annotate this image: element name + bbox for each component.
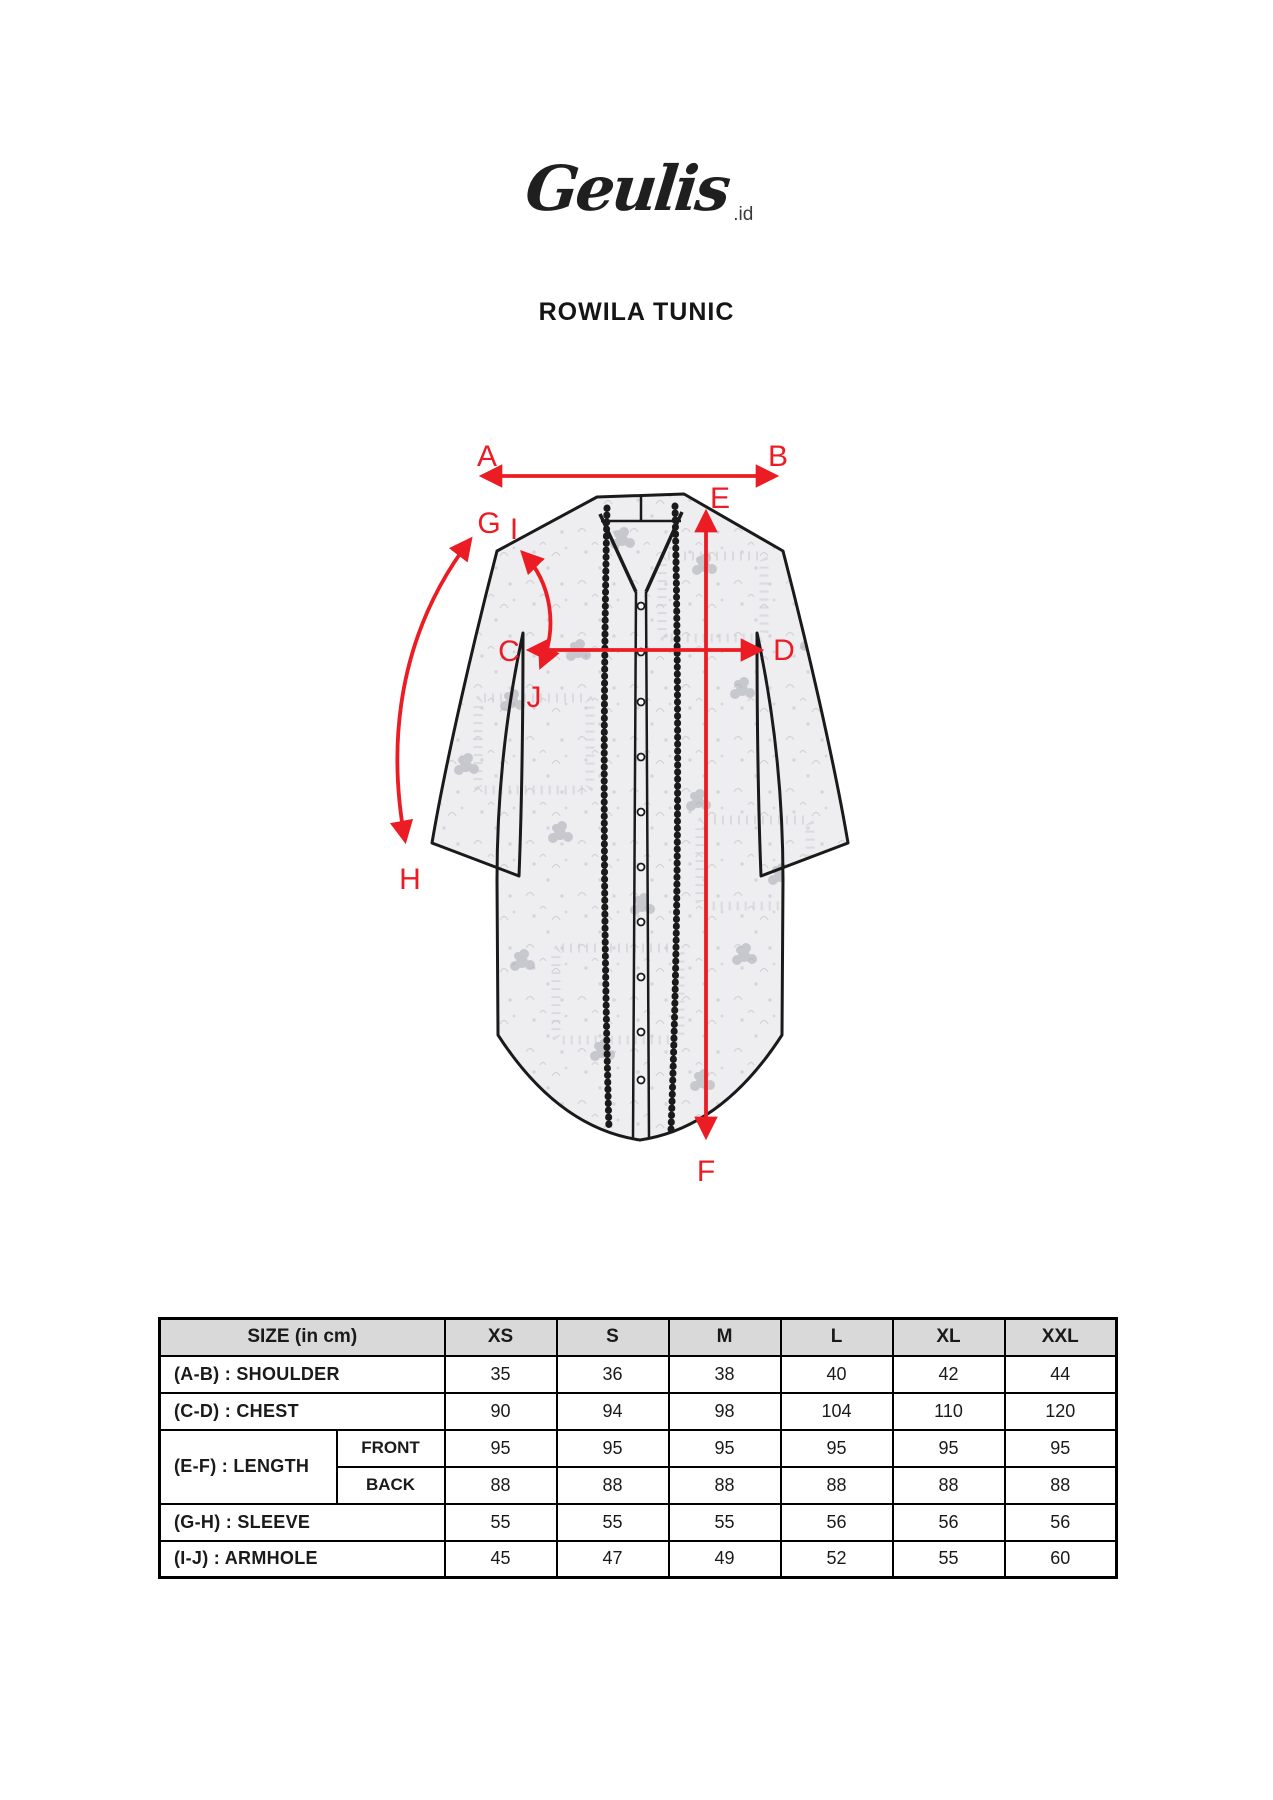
size-value: 95: [781, 1430, 893, 1467]
size-value: 55: [669, 1504, 781, 1541]
size-header: SIZE (in cm): [160, 1319, 445, 1356]
size-value: 36: [557, 1356, 669, 1393]
size-value: 55: [893, 1541, 1005, 1578]
column-header-m: M: [669, 1319, 781, 1356]
column-header-s: S: [557, 1319, 669, 1356]
row-label: (C-D) : CHEST: [160, 1393, 445, 1430]
measure-label-c: C: [498, 635, 520, 668]
size-value: 95: [445, 1430, 557, 1467]
table-row-sleeve: [160, 1504, 1117, 1541]
measure-label-f: F: [696, 1155, 716, 1188]
measure-label-i: I: [509, 513, 519, 546]
table-row-chest: [160, 1393, 1117, 1430]
measure-label-a: A: [476, 440, 498, 473]
table-row-length-front: [160, 1430, 1117, 1467]
brand-logo: [0, 152, 1273, 225]
size-value: 95: [893, 1430, 1005, 1467]
size-value: 110: [893, 1393, 1005, 1430]
size-value: 88: [669, 1467, 781, 1504]
row-label: (E-F) : LENGTH: [160, 1430, 337, 1504]
sub-row-label: BACK: [337, 1467, 445, 1504]
size-value: 95: [557, 1430, 669, 1467]
column-header-l: L: [781, 1319, 893, 1356]
size-value: 95: [669, 1430, 781, 1467]
row-label: (G-H) : SLEEVE: [160, 1504, 445, 1541]
measure-label-j: J: [526, 681, 542, 714]
sub-row-label: FRONT: [337, 1430, 445, 1467]
measure-label-b: B: [767, 440, 789, 473]
size-value: 94: [557, 1393, 669, 1430]
tunic-measurement-diagram: [330, 390, 890, 1190]
size-value: 90: [445, 1393, 557, 1430]
size-value: 95: [1005, 1430, 1117, 1467]
size-value: 60: [1005, 1541, 1117, 1578]
row-label: (A-B) : SHOULDER: [160, 1356, 445, 1393]
size-value: 56: [893, 1504, 1005, 1541]
size-value: 98: [669, 1393, 781, 1430]
brand-logo-suffix: .id: [733, 204, 754, 225]
size-value: 88: [1005, 1467, 1117, 1504]
row-label: (I-J) : ARMHOLE: [160, 1541, 445, 1578]
brand-logo-text: Geulis: [521, 152, 732, 225]
size-value: 88: [557, 1467, 669, 1504]
tunic-garment: [432, 494, 848, 1140]
size-value: 35: [445, 1356, 557, 1393]
size-value: 38: [669, 1356, 781, 1393]
size-value: 56: [1005, 1504, 1117, 1541]
size-value: 88: [445, 1467, 557, 1504]
size-value: 44: [1005, 1356, 1117, 1393]
measure-label-g: G: [477, 507, 501, 540]
column-header-xxl: XXL: [1005, 1319, 1117, 1356]
size-table: [158, 1317, 1118, 1579]
size-value: 55: [445, 1504, 557, 1541]
page-title: ROWILA TUNIC: [538, 298, 735, 326]
size-value: 56: [781, 1504, 893, 1541]
measure-label-e: E: [709, 482, 731, 515]
size-value: 55: [557, 1504, 669, 1541]
size-value: 120: [1005, 1393, 1117, 1430]
table-row-armhole: [160, 1541, 1117, 1578]
table-header-row: [160, 1319, 1117, 1356]
size-value: 52: [781, 1541, 893, 1578]
size-value: 45: [445, 1541, 557, 1578]
size-value: 47: [557, 1541, 669, 1578]
size-value: 40: [781, 1356, 893, 1393]
size-value: 88: [781, 1467, 893, 1504]
column-header-xl: XL: [893, 1319, 1005, 1356]
measure-label-d: D: [773, 634, 795, 667]
size-value: 49: [669, 1541, 781, 1578]
measure-label-h: H: [399, 863, 421, 896]
column-header-xs: XS: [445, 1319, 557, 1356]
size-value: 88: [893, 1467, 1005, 1504]
table-row-shoulder: [160, 1356, 1117, 1393]
size-value: 42: [893, 1356, 1005, 1393]
size-value: 104: [781, 1393, 893, 1430]
